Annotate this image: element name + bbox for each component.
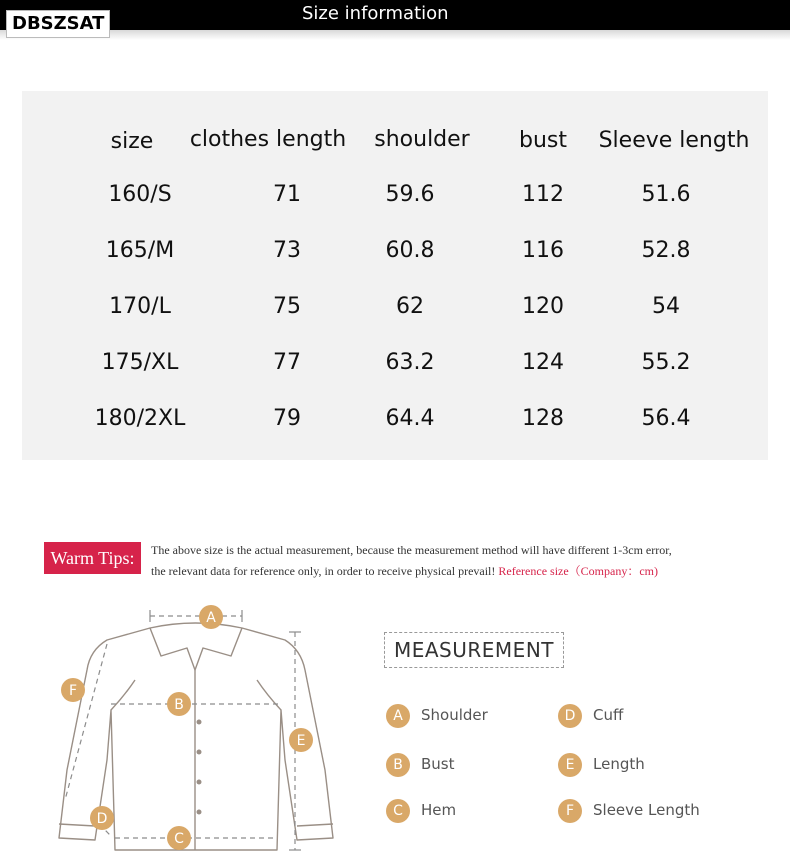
shirt-collar [150, 623, 242, 670]
table-cell: 128 [522, 406, 564, 431]
table-cell: 59.6 [385, 182, 435, 207]
marker-b-icon: B [386, 753, 410, 777]
legend-label: Shoulder [421, 706, 488, 724]
marker-c-icon: C [386, 799, 410, 823]
table-cell: 56.4 [641, 406, 691, 431]
marker-f-label: F [68, 683, 78, 699]
column-header-length: clothes length [189, 127, 347, 152]
marker-d-icon: D [558, 704, 582, 728]
table-cell: 52.8 [641, 238, 691, 263]
marker-e-icon: E [558, 753, 582, 777]
column-header-bust: bust [519, 128, 567, 153]
column-header-sleeve: Sleeve length [598, 128, 750, 153]
column-header-shoulder: shoulder [374, 127, 470, 152]
table-cell: 51.6 [641, 182, 691, 207]
marker-b-label: B [174, 697, 184, 713]
table-cell: 77 [273, 350, 301, 375]
table-cell: 62 [396, 294, 424, 319]
table-cell: 79 [273, 406, 301, 431]
warm-tips-badge: Warm Tips: [44, 542, 141, 574]
marker-c-label: C [174, 831, 184, 847]
marker-d-label: D [96, 811, 108, 827]
legend-label: Cuff [593, 706, 624, 724]
table-cell: 63.2 [385, 350, 435, 375]
marker-a-label: A [206, 610, 216, 626]
table-cell: 73 [273, 238, 301, 263]
table-cell: 75 [273, 294, 301, 319]
table-cell: 54 [652, 294, 680, 319]
table-cell: 60.8 [385, 238, 435, 263]
measurement-title: MEASUREMENT [384, 632, 564, 668]
legend-label: Bust [421, 755, 455, 773]
size-table [22, 91, 768, 460]
table-cell: 55.2 [641, 350, 691, 375]
marker-e-label: E [296, 733, 306, 749]
tips-line-2-text: the relevant data for reference only, in order to receive physical prevail! [151, 564, 496, 578]
brand-logo: DBSZSAT [6, 10, 110, 38]
table-cell: 71 [273, 182, 301, 207]
table-cell: 175/XL [101, 350, 179, 375]
tips-line-1: The above size is the actual measurement, because the measurement method will have different 1-3cm error, [151, 543, 672, 557]
table-cell: 165/M [105, 238, 175, 263]
table-cell: 180/2XL [94, 406, 186, 431]
legend-label: Hem [421, 801, 457, 819]
marker-f-icon: F [558, 799, 582, 823]
marker-a-icon: A [386, 704, 410, 728]
tips-line-2 [151, 562, 658, 579]
table-cell: 160/S [108, 182, 172, 207]
page-title: Size information [302, 3, 449, 24]
column-header-size: size [110, 129, 154, 154]
table-cell: 64.4 [385, 406, 435, 431]
legend-label: Sleeve Length [593, 801, 700, 819]
table-cell: 124 [522, 350, 564, 375]
reference-size-note: Reference size（Company：cm) [498, 564, 658, 578]
table-cell: 170/L [109, 294, 171, 319]
table-cell: 112 [522, 182, 564, 207]
shirt-buttons [197, 720, 202, 815]
table-cell: 120 [522, 294, 564, 319]
shirt-diagram [45, 600, 345, 854]
table-cell: 116 [522, 238, 564, 263]
header-shadow [0, 30, 790, 40]
legend-label: Length [593, 755, 645, 773]
